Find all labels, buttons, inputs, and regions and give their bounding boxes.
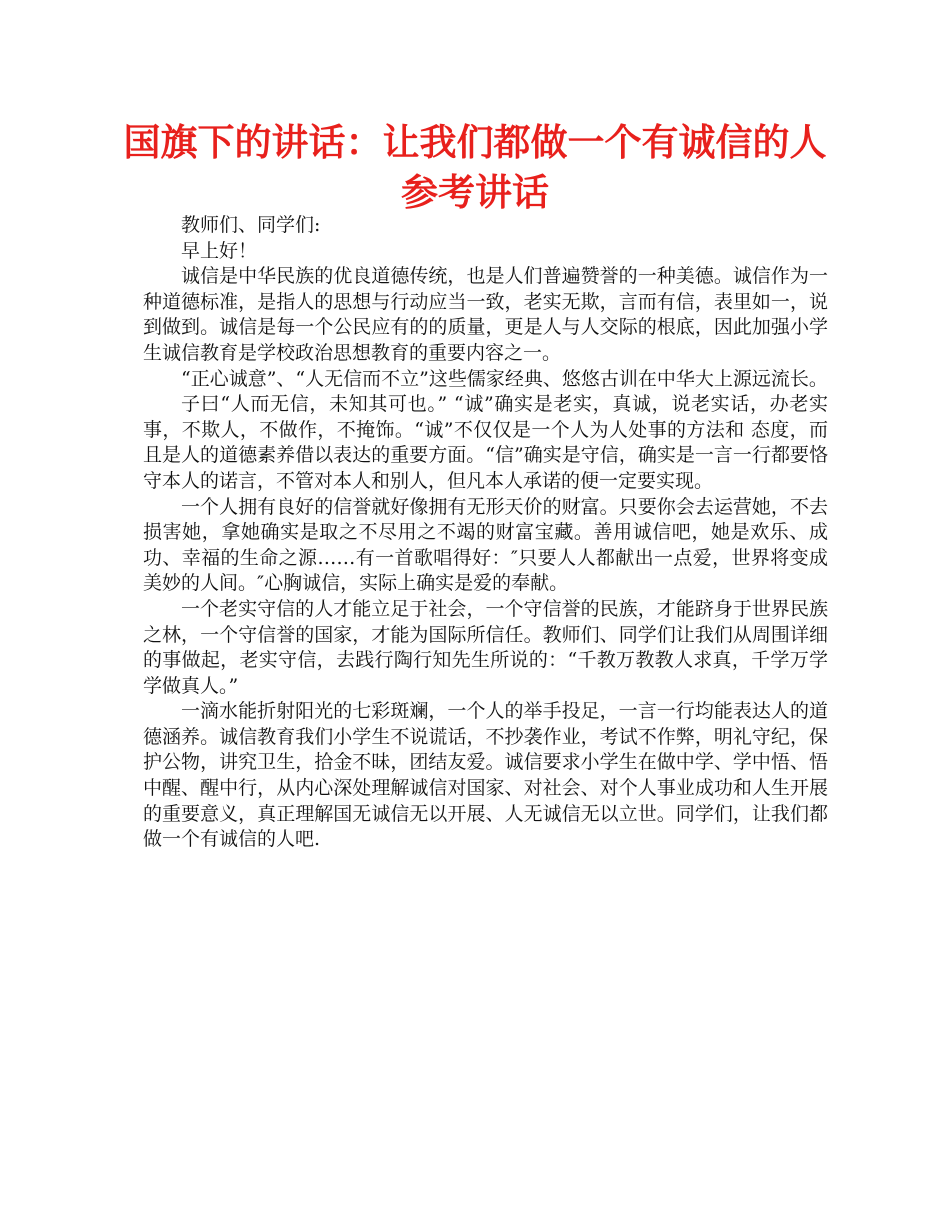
paragraph: 一个人拥有良好的信誉就好像拥有无形天价的财富。只要你会去运营她，不去损害她，拿她确实是取之不尽用之不竭的财富宝藏。善用诚信吧，她是欢乐、成功、幸福的生命之源……有一首歌唱得好：″只要人人都献出一点爱，世界将变成美妙的人间。″心胸诚信，实际上确实是爱的奉献。 <box>143 495 828 595</box>
paragraph: “正心诚意”、“人无信而不立”这些儒家经典、悠悠古训在中华大上源远流长。 <box>181 367 828 390</box>
paragraph-greeting-morning: 早上好！ <box>181 239 258 262</box>
paragraph: 诚信是中华民族的优良道德传统，也是人们普遍赞誉的一种美德。诚信作为一种道德标准，是指人的思想与行动应当一致，老实无欺，言而有信，表里如一，说到做到。诚信是每一个公民应有的的质量，更是人与人交际的根底，因此加强小学生诚信教育是学校政治思想教育的重要内容之一。 <box>143 265 828 364</box>
paragraph: 子曰“人而无信，未知其可也。” “诚”确实是老实，真诚，说老实话，办老实事，不欺人，不做作，不掩饰。“诚”不仅仅是一个人为人处事的方法和 态度，而且是人的道德素养借以表达的重要方面。“信”确实是守信，确实是一言一行都要恪守本人的诺言，不管对本人和别人，但凡本人承诺的便一定要实现。 <box>143 393 828 492</box>
document-title: 国旗下的讲话：让我们都做一个有诚信的人参考讲话 <box>123 121 827 214</box>
document-body <box>143 213 828 853</box>
paragraph-greeting-audience: 教师们、同学们: <box>181 214 321 236</box>
paragraph: 一个老实守信的人才能立足于社会，一个守信誉的民族，才能跻身于世界民族之林，一个守信誉的国家，才能为国际所信任。教师们、同学们让我们从周围详细的事做起，老实守信，去践行陶行知先生所说的：“千教万教教人求真，千学万学学做真人。” <box>143 597 828 697</box>
paragraph: 一滴水能折射阳光的七彩斑斓，一个人的举手投足，一言一行均能表达人的道德涵养。诚信教育我们小学生不说谎话，不抄袭作业，考试不作弊，明礼守纪，保护公物，讲究卫生，拾金不昧，团结友爱。诚信要求小学生在做中学、学中悟、悟中醒、醒中行，从内心深处理解诚信对国家、对社会、对个人事业成功和人生开展的重要意义，真正理解国无诚信无以开展、人无诚信无以立世。同学们，让我们都做一个有诚信的人吧. <box>143 700 828 851</box>
